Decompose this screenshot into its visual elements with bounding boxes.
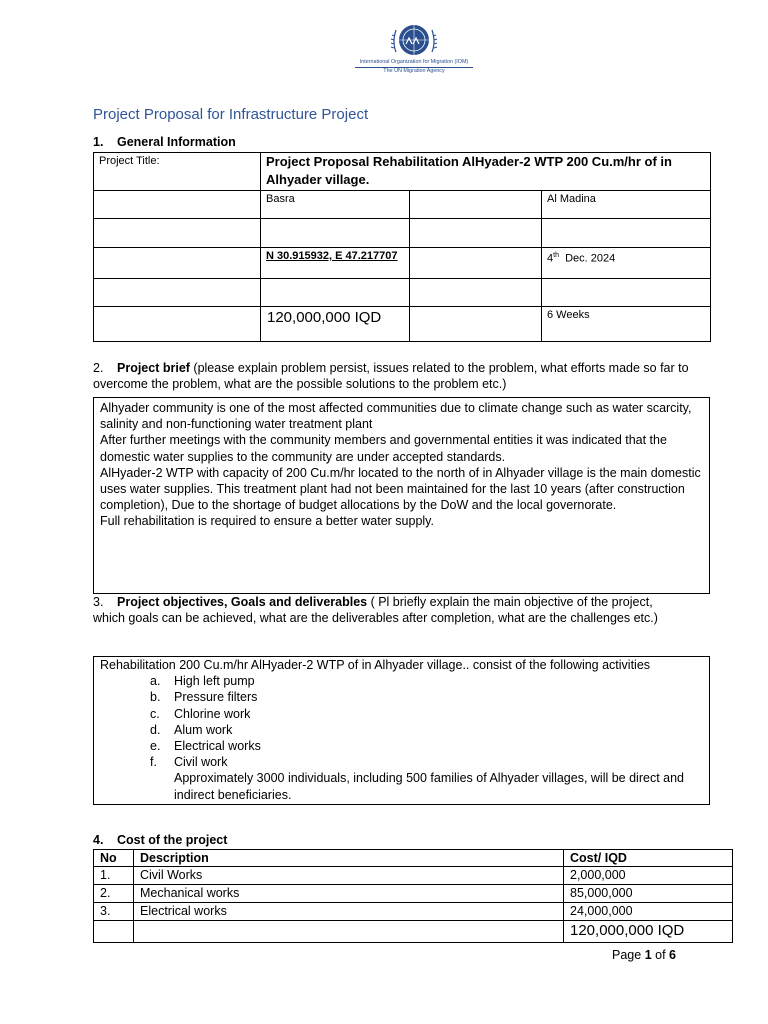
row-description: Mechanical works [134,885,564,903]
activities-list [100,673,703,770]
coordinates-value: N 30.915932, E 47.217707 [261,248,410,279]
general-info-table [93,152,711,342]
section-2-instruction: (please explain problem persist, issues related to the problem, what efforts made so far to overcome the problem, what are the possible solutions to the problem etc.) [93,361,689,391]
table-row [94,885,733,903]
brief-paragraph: After further meetings with the community members and governmental entities it was indicated that the domestic water supplies to the community are under accepted standards. [100,433,667,464]
list-marker: e. [150,739,161,754]
budget-value: 120,000,000 IQD [261,307,410,342]
info-cell-empty [94,191,261,219]
list-item [100,673,703,689]
section-4-number: 4. [93,833,104,847]
section-2-title: Project brief [117,361,190,375]
total-cell-empty [134,921,564,943]
governorate-value: Basra [261,191,410,219]
row-cost: 2,000,000 [564,867,733,885]
section-3-title: Project objectives, Goals and deliverables [117,595,368,609]
info-cell-empty [542,279,711,307]
row-description: Electrical works [134,903,564,921]
section-3-instruction: ( Pl briefly explain the main objective of the project, which goals can be achieved, what are the deliverables after completion, what are the challenges etc.) [93,595,658,625]
info-cell-empty [410,191,542,219]
date-suffix: th [553,252,559,259]
list-item [100,722,703,738]
row-cost: 85,000,000 [564,885,733,903]
section-2-number: 2. [93,361,104,375]
date-rest: Dec. 2024 [565,252,616,265]
list-item [100,706,703,722]
list-item-text: Pressure filters [174,690,258,705]
info-cell-empty [410,279,542,307]
row-number: 1. [94,867,134,885]
page-word: Page [612,948,642,962]
row-number: 2. [94,885,134,903]
page-number [612,948,676,962]
list-marker: c. [150,706,160,721]
district-value: Al Madina [542,191,711,219]
list-item-text: Alum work [174,722,233,737]
brief-paragraph: Full rehabilitation is required to ensure a better water supply. [100,514,434,529]
iom-logo [352,22,476,75]
list-marker: b. [150,690,161,705]
row-description: Civil Works [134,867,564,885]
column-header: No [94,850,134,867]
list-item-text: Civil work [174,755,228,770]
section-3-number: 3. [93,595,104,609]
brief-paragraph: Alhyader community is one of the most affected communities due to climate change such as water scarcity, salinity and non-functioning water treatment plant [100,401,692,432]
info-cell-empty [94,248,261,279]
total-row [94,921,733,943]
table-row [94,903,733,921]
section-2-heading [93,360,693,392]
info-cell-empty [94,219,261,248]
objectives-box [93,656,710,805]
of-word: of [655,948,666,962]
objectives-intro: Rehabilitation 200 Cu.m/hr AlHyader-2 WTP of in Alhyader village.. consist of the following activities [100,658,651,672]
info-cell-empty [94,279,261,307]
list-item [100,738,703,754]
iom-emblem-icon [384,22,444,58]
section-1-title: General Information [117,135,236,149]
list-item [100,754,703,770]
project-title-value: Project Proposal Rehabilitation AlHyader-2 WTP 200 Cu.m/hr of in Alhyader village. [261,153,711,191]
beneficiaries-text: Approximately 3000 individuals, including 500 families of Alhyader villages, will be direct and indirect beneficiaries. [174,771,685,802]
logo-org-name: International Organization for Migration (IOM) [359,59,469,65]
info-cell-empty [542,219,711,248]
list-marker: d. [150,722,161,737]
document-title: Project Proposal for Infrastructure Project [93,106,369,123]
list-item-text: Chlorine work [174,706,251,721]
brief-paragraph: AlHyader-2 WTP with capacity of 200 Cu.m/hr located to the north of in Alhyader village is the main domestic uses water supplies. This treatment plant had not been maintained for the last 10 years (after construction completion), Due to the shortage of budget allocations by the DoW and the local governorate. [100,465,701,513]
list-marker: f. [150,755,157,770]
column-header: Description [134,850,564,867]
info-cell-empty [410,248,542,279]
section-4-title: Cost of the project [117,833,228,847]
info-cell-empty [261,279,410,307]
total-cost: 120,000,000 IQD [564,921,733,943]
project-title-label: Project Title: [94,153,261,191]
date-value [542,248,711,279]
table-row [94,867,733,885]
row-number: 3. [94,903,134,921]
section-1-heading [93,134,236,150]
info-cell-empty [261,219,410,248]
row-cost: 24,000,000 [564,903,733,921]
date-day: 4 [547,252,554,265]
logo-tagline: The UN Migration Agency [383,68,445,74]
info-cell-empty [410,219,542,248]
section-1-number: 1. [93,135,104,149]
info-cell-empty [94,307,261,342]
list-item-text: Electrical works [174,739,261,754]
cost-table [93,849,733,943]
column-header: Cost/ IQD [564,850,733,867]
info-cell-empty [410,307,542,342]
section-4-heading [93,832,227,848]
list-item-text: High left pump [174,674,255,689]
list-item [100,689,703,705]
duration-value: 6 Weeks [542,307,711,342]
project-brief-box [93,397,710,594]
total-cell-empty [94,921,134,943]
total-pages: 6 [669,948,676,962]
section-3-heading [93,594,683,626]
current-page: 1 [644,948,652,962]
list-marker: a. [150,674,161,689]
